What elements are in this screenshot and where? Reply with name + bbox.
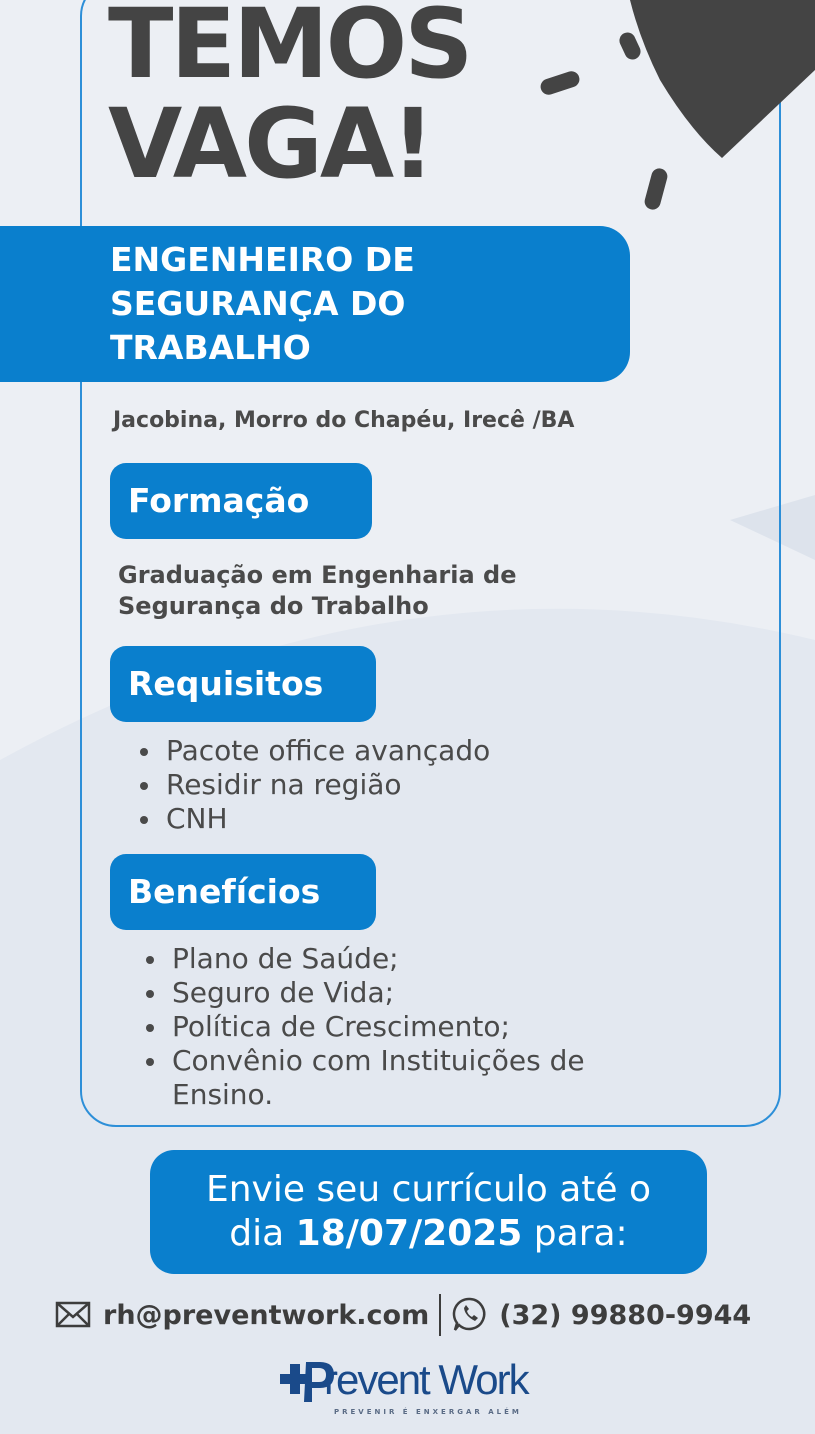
cta-line2-suffix: para:	[522, 1213, 628, 1254]
contact-row	[55, 1290, 795, 1340]
cta-date: 18/07/2025	[295, 1213, 523, 1254]
list-item: Convênio com Instituições de Ensino.	[142, 1044, 585, 1112]
envelope-icon	[55, 1300, 95, 1330]
list-item: Plano de Saúde;	[142, 942, 585, 976]
list-item: Residir na região	[136, 768, 490, 802]
cta-line2	[150, 1212, 707, 1256]
megaphone-icon	[530, 0, 815, 215]
beneficios-label: Benefícios	[110, 854, 376, 930]
cta-box	[150, 1150, 707, 1274]
divider	[439, 1294, 441, 1336]
cta-line1: Envie seu currículo até o	[205, 1169, 652, 1210]
list-item: Pacote office avançado	[136, 734, 490, 768]
requisitos-list	[136, 734, 490, 836]
prevent-work-logo	[276, 1358, 596, 1422]
beneficios-list	[142, 942, 585, 1112]
list-item: CNH	[136, 802, 490, 836]
headline: TEMOS VAGA!	[108, 0, 471, 200]
list-item: Política de Crescimento;	[142, 1010, 585, 1044]
location: Jacobina, Morro do Chapéu, Irecê /BA	[113, 408, 575, 433]
whatsapp-icon	[451, 1296, 489, 1334]
list-item: Seguro de Vida;	[142, 976, 585, 1010]
email-link[interactable]: rh@preventwork.com	[103, 1299, 430, 1331]
requisitos-label: Requisitos	[110, 646, 376, 722]
formacao-text: Graduação em Engenharia de Segurança do Trabalho	[118, 561, 517, 620]
logo-name: revent Work	[324, 1356, 528, 1403]
cta-line2-prefix: dia	[229, 1213, 296, 1254]
logo-tagline: PREVENIR É ENXERGAR ALÉM	[334, 1408, 522, 1416]
job-title: ENGENHEIRO DE SEGURANÇA DO TRABALHO	[110, 240, 415, 367]
formacao-label: Formação	[110, 463, 372, 539]
phone-link[interactable]: (32) 99880-9944	[499, 1299, 752, 1331]
